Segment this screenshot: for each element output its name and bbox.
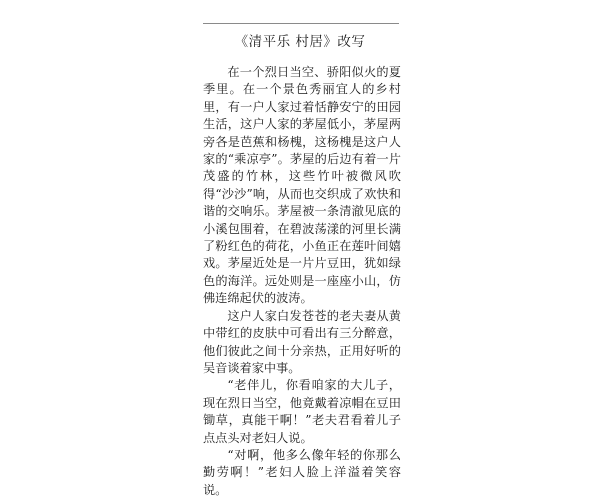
paragraph-elderly-couple: 这户人家白发苍苍的老夫妻从黄中带红的皮肤中可看出有三分醉意，他们彼此之间十分亲热，正用好听的吴音谈着家中事。	[203, 308, 401, 375]
paragraph-wife-speech: “对啊，他多么像年轻的你那么勤劳啊！”老妇人脸上洋溢着笑容说。	[203, 447, 401, 497]
paragraph-husband-speech: “老伴儿，你看咱家的大儿子，现在烈日当空，他竟戴着凉帽在豆田锄草，真能干啊！”老夫君看着儿子点点头对老妇人说。	[203, 378, 401, 445]
top-divider	[203, 23, 399, 24]
paragraph-scenery: 在一个烈日当空、骄阳似火的夏季里。在一个景色秀丽宜人的乡村里，有一户人家过着恬静安宁的田园生活，这户人家的茅屋低小，茅屋两旁各是芭蕉和杨槐，这杨槐是这户人家的“乘凉亭”。茅屋的后边有着一片茂盛的竹林，这些竹叶被微风吹得“沙沙”响，从而也交织成了欢快和谐的交响乐。茅屋被一条清澈见底的小溪包围着，在碧波荡漾的河里长满了粉红色的荷花，小鱼正在莲叶间嬉戏。茅屋近处是一片片豆田，犹如绿色的海洋。远处则是一座座小山，仿佛连绵起伏的波涛。	[203, 65, 401, 306]
essay-body	[203, 64, 401, 499]
page-title: 《清平乐 村居》改写	[234, 34, 366, 50]
